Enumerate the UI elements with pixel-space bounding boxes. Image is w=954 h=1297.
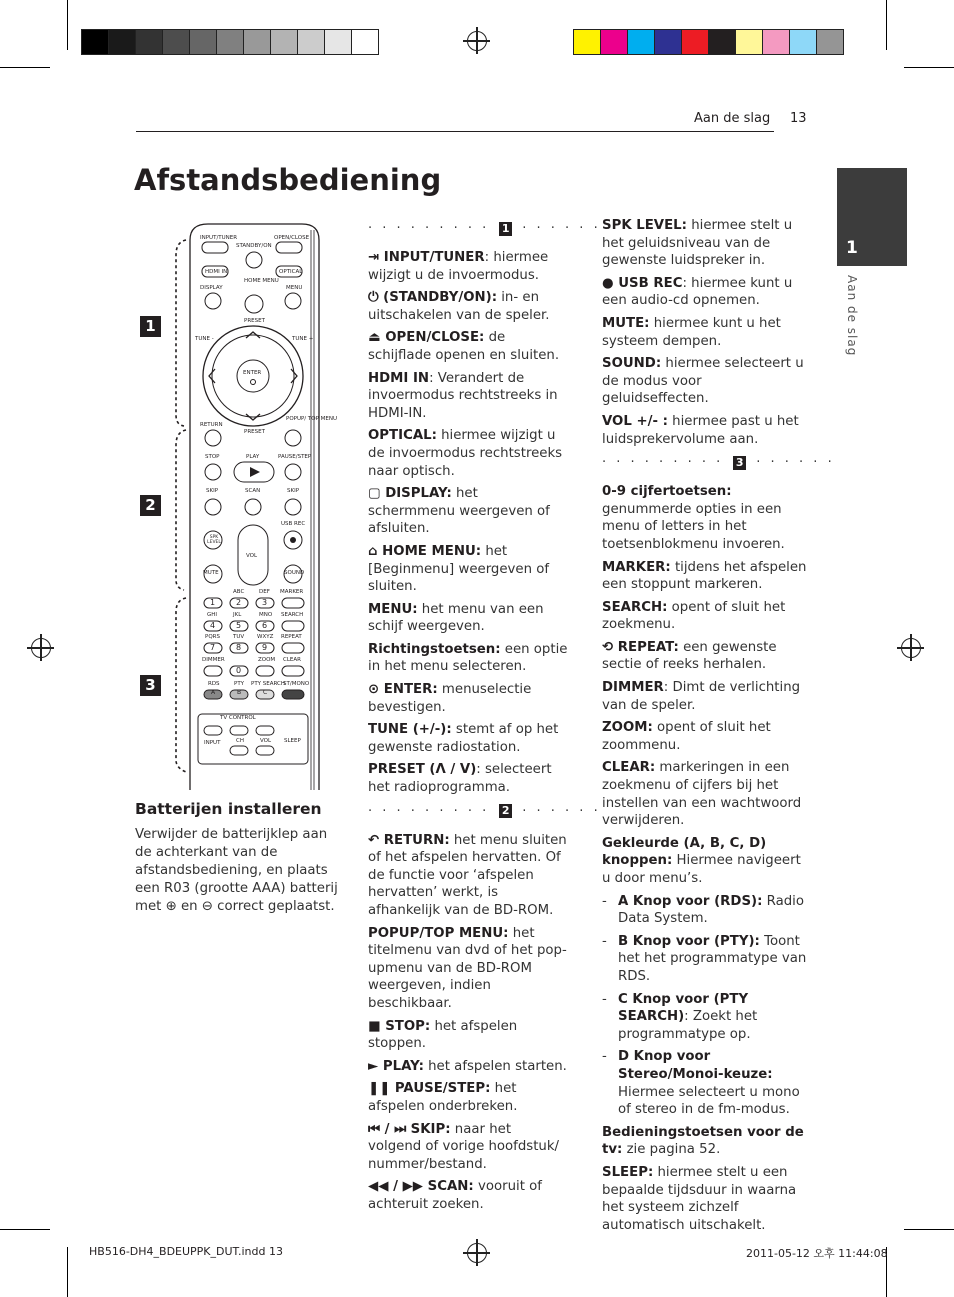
- description-item: [602, 991, 810, 1044]
- item-text: een gewenste sectie of reeks herhalen.: [602, 639, 777, 673]
- description-item: [368, 249, 568, 284]
- item-text: hiermee stelt u een bepaalde tijdsduur in waarna het systeem zichzelf automatisch uitschakelt.: [602, 1164, 797, 1233]
- color-swatch: [708, 29, 736, 55]
- item-label: VOL +/- :: [602, 413, 668, 429]
- gray-swatch: [162, 29, 190, 55]
- remote-label-usb-rec: USB REC: [281, 521, 306, 527]
- crop-mark: [67, 0, 68, 50]
- item-label: PRESET (Λ / V): [368, 762, 477, 778]
- item-label: ■ STOP:: [368, 1018, 431, 1034]
- remote-label-repeat: REPEAT: [281, 634, 302, 640]
- chapter-side-label: Aan de slag: [845, 275, 859, 357]
- remote-marker-3: 3: [140, 675, 161, 696]
- page-title: Afstandsbediening: [134, 163, 442, 197]
- remote-label-wxyz: WXYZ: [257, 634, 274, 640]
- column-3: [602, 217, 835, 1239]
- section-divider-3: · · · · · · · · · 3 · · · · · ·: [602, 455, 835, 471]
- item-text: genummerde opties in een menu of letters in het toetsenblokmenu invoeren.: [602, 501, 785, 552]
- remote-label-hdmi-in: HDMI IN: [205, 269, 228, 275]
- color-swatch: [735, 29, 763, 55]
- item-label: ZOOM:: [602, 720, 653, 736]
- description-item: [602, 759, 810, 829]
- description-item: [602, 217, 810, 270]
- item-text: opent of sluit het zoommenu.: [602, 720, 771, 753]
- gray-swatch: [324, 29, 352, 55]
- remote-label-scan: SCAN: [245, 488, 261, 494]
- description-item: [602, 599, 810, 634]
- item-text: opent of sluit het zoekmenu.: [602, 599, 786, 633]
- description-item: [602, 355, 810, 408]
- remote-label-tune-plus: TUNE +: [292, 336, 314, 342]
- description-item: [368, 329, 568, 364]
- remote-digit-key: 9: [262, 643, 268, 652]
- description-item: [368, 832, 568, 920]
- remote-label-abc: ABC: [233, 589, 245, 595]
- remote-label-input: INPUT: [204, 740, 221, 746]
- remote-marker-2: 2: [140, 495, 161, 516]
- item-label: ▢ DISPLAY:: [368, 486, 452, 502]
- remote-color-key-letter: B: [237, 689, 242, 696]
- remote-digit-key: 0: [236, 666, 242, 675]
- item-label: SEARCH:: [602, 599, 668, 615]
- remote-color-key-letter: C: [263, 689, 268, 696]
- item-text: het afspelen onderbreken.: [368, 1081, 518, 1114]
- gray-swatch: [297, 29, 325, 55]
- remote-label-pqrs: PQRS: [205, 634, 220, 640]
- item-label: HDMI IN: [368, 370, 430, 386]
- color-key-sublist: [602, 893, 810, 1119]
- description-item: [368, 1080, 568, 1115]
- item-text: het menu van een schijf weergeven.: [368, 601, 544, 635]
- color-swatch: [789, 29, 817, 55]
- item-text: : Verandert de invoermodus rechtstreeks in HDMI-IN.: [368, 370, 558, 421]
- item-label: CLEAR:: [602, 760, 656, 776]
- item-label: OPTICAL:: [368, 428, 437, 444]
- remote-label-return: RETURN: [200, 422, 223, 428]
- description-item: [602, 933, 810, 986]
- description-item: [368, 427, 568, 480]
- remote-label-pty: PTY: [234, 681, 245, 687]
- remote-digit-key: 7: [210, 643, 216, 652]
- item-text: de schijflade openen en sluiten.: [368, 330, 560, 363]
- item-label: SLEEP:: [602, 1164, 654, 1180]
- description-item: [602, 893, 810, 928]
- remote-label-skip: SKIP: [206, 488, 219, 494]
- remote-marker-1: 1: [140, 316, 161, 337]
- remote-label-spk-level: SPK LEVEL: [207, 535, 221, 545]
- description-item: [368, 761, 568, 796]
- registration-mark-icon: [467, 1243, 487, 1263]
- list-dash: -: [602, 893, 607, 909]
- gray-swatch: [243, 29, 271, 55]
- item-label: ⏮ / ⏭ SKIP:: [368, 1121, 451, 1137]
- description-item: [368, 925, 568, 1013]
- item-label: 0-9 cijfertoetsen:: [602, 484, 732, 500]
- item-label: MARKER:: [602, 559, 671, 575]
- gray-swatch: [189, 29, 217, 55]
- remote-digit-key: 1: [210, 598, 216, 607]
- item-label: ⊙ ENTER:: [368, 682, 438, 698]
- color-swatch: [816, 29, 844, 55]
- item-text: : hiermee kunt u een audio-cd opnemen.: [602, 275, 793, 309]
- remote-label-open-close: OPEN/CLOSE: [274, 235, 310, 241]
- section-2-list-cont: [602, 217, 810, 448]
- gray-swatch: [135, 29, 163, 55]
- description-item: [368, 1018, 568, 1053]
- remote-label-pty-search: PTY SEARCH: [251, 681, 286, 687]
- item-label: SOUND:: [602, 356, 662, 372]
- item-text: : Zoekt het programmatype op.: [618, 1009, 758, 1042]
- item-text: het afspelen starten.: [423, 1058, 567, 1074]
- remote-label-ch: CH: [236, 738, 244, 744]
- remote-label-rds: RDS: [208, 681, 220, 687]
- footer-file-info: HB516-DH4_BDEUPPK_DUT.indd 13: [89, 1245, 283, 1258]
- crop-mark: [0, 1229, 50, 1230]
- color-swatch: [654, 29, 682, 55]
- remote-label-preset: PRESET: [244, 318, 265, 324]
- remote-label-ghi: GHI: [207, 612, 218, 618]
- remote-label-st-mono: ST/MONO: [283, 681, 310, 687]
- color-swatch: [573, 29, 601, 55]
- item-label: B Knop voor (PTY):: [618, 933, 760, 949]
- item-text: Hiermee navigeert u door menu’s.: [602, 853, 801, 886]
- item-text: Radio Data System.: [618, 893, 805, 927]
- description-item: [368, 543, 568, 596]
- description-item: [602, 315, 810, 350]
- page-number: 13: [790, 111, 807, 126]
- remote-label-optical: OPTICAL: [279, 269, 303, 275]
- remote-label-marker: MARKER: [280, 589, 304, 595]
- gray-swatch: [351, 29, 379, 55]
- remote-label-vol: VOL: [246, 553, 258, 559]
- remote-label-mno: MNO: [259, 612, 273, 618]
- remote-digit-key: 6: [262, 621, 268, 630]
- remote-label-pause: PAUSE/STEP: [278, 454, 312, 460]
- remote-label-clear: CLEAR: [283, 657, 301, 663]
- gray-swatch: [108, 29, 136, 55]
- section-divider-2: · · · · · · · · · 2 · · · · · ·: [368, 803, 601, 819]
- remote-label-zoom: ZOOM: [258, 657, 276, 663]
- item-text: Toont het het programmatype van RDS.: [618, 933, 807, 984]
- crop-mark: [904, 67, 954, 68]
- description-item: [368, 1058, 568, 1076]
- gray-swatch: [81, 29, 109, 55]
- section-2-list: [368, 832, 568, 1214]
- item-text: hiermee past u het luidsprekervolume aan.: [602, 413, 799, 447]
- item-label: D Knop voor Stereo/Monoi-keuze:: [618, 1049, 773, 1082]
- section-1-list: [368, 249, 568, 797]
- item-label: C Knop voor (PTY SEARCH): [618, 991, 749, 1025]
- description-item: [602, 835, 810, 888]
- remote-label-input-tuner: INPUT/TUNER: [200, 235, 238, 241]
- description-item: [368, 289, 568, 324]
- description-item: [602, 639, 810, 674]
- description-item: [368, 485, 568, 538]
- description-item: [602, 679, 810, 714]
- color-swatch: [627, 29, 655, 55]
- item-label: ⏻ (STANDBY/ON):: [368, 290, 498, 306]
- item-text: hiermee stelt u het geluidsniveau van de gewenste luidspreker in.: [602, 218, 793, 269]
- crop-mark: [0, 67, 50, 68]
- description-item: [602, 1048, 810, 1118]
- description-item: [602, 1124, 810, 1159]
- remote-digit-key: 4: [210, 621, 216, 630]
- section-number: 1: [499, 222, 512, 236]
- section-3-list: [602, 483, 810, 887]
- remote-label-preset: PRESET: [244, 429, 265, 435]
- remote-label-popup: POPUP/ TOP MENU: [286, 416, 338, 422]
- item-text: het menu sluiten of het afspelen hervatten. Of de functie voor ‘afspelen hervatten’ werkt, is afhankelijk van de BD-ROM.: [368, 832, 567, 918]
- remote-label-menu: MENU: [286, 285, 303, 291]
- remote-label-tv-control: TV CONTROL: [220, 715, 256, 721]
- item-label: ⏏ OPEN/CLOSE:: [368, 330, 485, 346]
- remote-label-standby-on: STANDBY/ON: [236, 243, 272, 249]
- remote-label-dimmer: DIMMER: [202, 657, 225, 663]
- item-text: : Dimt de verlichting van de speler.: [602, 680, 801, 713]
- description-item: [602, 275, 810, 310]
- color-swatch: [681, 29, 709, 55]
- item-text: het [Beginmenu] weergeven of sluiten.: [368, 543, 550, 595]
- remote-label-search: SEARCH: [281, 612, 304, 618]
- item-label: A Knop voor (RDS):: [618, 893, 763, 909]
- remote-label-play: PLAY: [246, 454, 260, 460]
- description-item: [368, 721, 568, 756]
- item-label: ► PLAY:: [368, 1058, 424, 1074]
- item-label: MUTE:: [602, 315, 650, 331]
- section-3-list-end: [602, 1124, 810, 1235]
- section-number: 2: [499, 804, 512, 818]
- item-text: in- en uitschakelen van de speler.: [368, 290, 550, 323]
- list-dash: -: [602, 991, 607, 1007]
- color-swatch: [762, 29, 790, 55]
- section-divider-1: · · · · · · · · · 1 · · · · · ·: [368, 221, 601, 236]
- header-section-label: Aan de slag: [694, 111, 771, 126]
- item-label: Bedieningstoetsen voor de tv:: [602, 1124, 804, 1158]
- remote-label-home-menu: HOME MENU: [244, 278, 279, 284]
- remote-label-skip: SKIP: [287, 488, 300, 494]
- remote-label-enter: ENTER: [243, 370, 262, 376]
- item-label: Gekleurde (A, B, C, D) knoppen:: [602, 835, 767, 869]
- item-text: stemt af op het gewenste radiostation.: [368, 722, 559, 755]
- header-rule: [136, 131, 774, 132]
- description-item: [368, 601, 568, 636]
- item-text: het titelmenu van dvd of het pop-upmenu van de BD-ROM weergeven, indien beschikbaar.: [368, 925, 567, 1011]
- crop-mark: [904, 1229, 954, 1230]
- description-item: [602, 483, 810, 553]
- footer-timestamp: 2011-05-12 오후 11:44:08: [746, 1247, 888, 1260]
- item-text: naar het volgend of vorige hoofdstuk/ nummer/bestand.: [368, 1121, 560, 1172]
- item-label: SPK LEVEL:: [602, 218, 687, 233]
- remote-digit-key: 2: [236, 598, 242, 607]
- description-item: [602, 719, 810, 754]
- remote-label-def: DEF: [259, 589, 270, 595]
- item-text: Hiermee selecteert u mono of stereo in de fm-modus.: [618, 1084, 800, 1118]
- remote-label-tune-minus: TUNE -: [195, 336, 214, 342]
- item-label: MENU:: [368, 601, 418, 617]
- list-dash: -: [602, 1049, 607, 1065]
- item-label: DIMMER: [602, 680, 664, 696]
- crop-mark: [886, 0, 887, 50]
- registration-mark-icon: [467, 31, 487, 51]
- gray-swatch: [216, 29, 244, 55]
- item-label: ⇥ INPUT/TUNER: [368, 250, 485, 265]
- remote-label-stop: STOP: [205, 454, 220, 460]
- remote-digit-key: 5: [236, 621, 242, 630]
- description-item: [368, 681, 568, 716]
- item-text: het afspelen stoppen.: [368, 1018, 518, 1052]
- item-text: : selecteert het radioprogramma.: [368, 762, 552, 796]
- description-item: [368, 1178, 568, 1213]
- section-number: 3: [733, 456, 746, 470]
- color-swatch: [600, 29, 628, 55]
- description-item: [602, 1164, 810, 1234]
- gray-swatch: [270, 29, 298, 55]
- item-text: hiermee kunt u het systeem dempen.: [602, 315, 781, 349]
- remote-label-tuv: TUV: [233, 634, 245, 640]
- item-text: een optie in het menu selecteren.: [368, 641, 568, 675]
- description-item: [602, 413, 810, 448]
- item-text: vooruit of achteruit zoeken.: [368, 1179, 542, 1212]
- item-label: ⌂ HOME MENU:: [368, 543, 482, 559]
- item-label: POPUP/TOP MENU:: [368, 925, 509, 941]
- battery-text: Verwijder de batterijklep aan de achterkant van de afstandsbediening, en plaats een R03 (grootte AAA) batterij met ⊕ en ⊖ correct geplaatst.: [135, 827, 338, 914]
- item-text: zie pagina 52.: [622, 1142, 721, 1158]
- remote-color-key-letter: A: [211, 689, 216, 696]
- remote-label-jkl: JKL: [233, 612, 242, 618]
- battery-heading: Batterijen installeren: [135, 800, 322, 818]
- registration-mark-icon: [901, 638, 921, 658]
- item-text: hiermee wijzigt u de invoermodus rechtstreeks naar optisch.: [368, 428, 563, 479]
- item-label: ● USB REC: [602, 275, 683, 291]
- remote-label-display: DISPLAY: [200, 285, 223, 291]
- remote-label-sound: SOUND: [284, 570, 305, 576]
- remote-label-mute: MUTE: [203, 570, 219, 576]
- list-dash: -: [602, 933, 607, 949]
- description-item: [368, 1121, 568, 1174]
- description-item: [602, 559, 810, 594]
- item-label: ❚❚ PAUSE/STEP:: [368, 1081, 491, 1097]
- remote-digit-key: 3: [262, 598, 268, 607]
- item-label: Richtingstoetsen:: [368, 641, 501, 657]
- item-text: tijdens het afspelen een stoppunt markeren.: [602, 559, 807, 593]
- item-label: ↶ RETURN:: [368, 832, 450, 848]
- remote-digit-key: 8: [236, 643, 242, 652]
- description-item: [368, 370, 568, 423]
- item-text: : hiermee wijzigt u de invoermodus.: [368, 250, 549, 283]
- registration-mark-icon: [31, 638, 51, 658]
- item-text: het schermmenu weergeven of afsluiten.: [368, 486, 550, 537]
- chapter-number: 1: [846, 238, 858, 258]
- item-label: ⟲ REPEAT:: [602, 639, 679, 655]
- crop-mark: [67, 1247, 68, 1297]
- column-2: [368, 214, 601, 1219]
- remote-control-illustration: [168, 220, 328, 790]
- remote-label-sleep: SLEEP: [284, 738, 301, 744]
- item-text: markeringen in een zoekmenu of cijfers bij het instellen van een wachtwoord verwijderen.: [602, 760, 802, 829]
- item-text: menuselectie bevestigen.: [368, 682, 532, 715]
- item-label: TUNE (+/-):: [368, 722, 452, 738]
- remote-label-tv-vol: VOL: [260, 738, 272, 744]
- item-text: hiermee selecteert u de modus voor geluidseffecten.: [602, 356, 804, 407]
- description-item: [368, 641, 568, 676]
- item-label: ◀◀ / ▶▶ SCAN:: [368, 1179, 474, 1195]
